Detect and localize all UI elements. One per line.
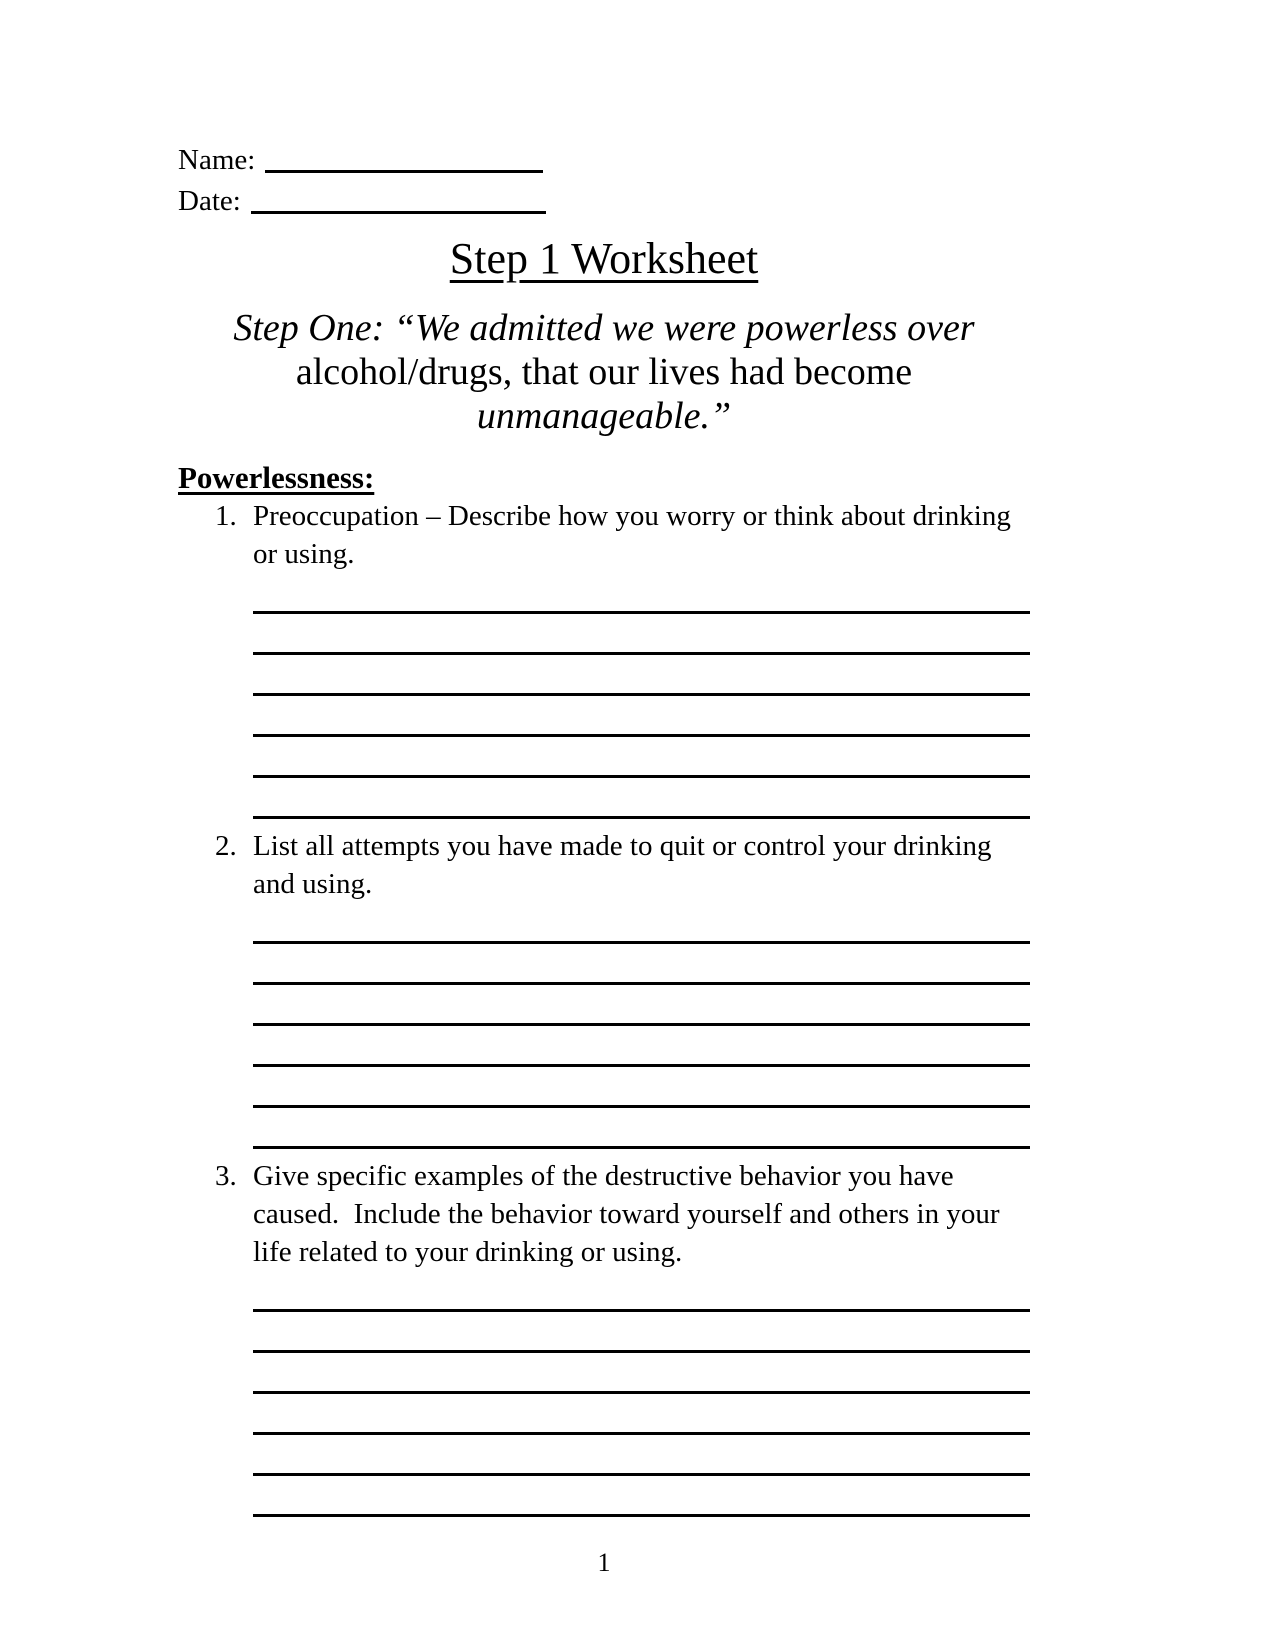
answer-line[interactable] bbox=[253, 655, 1030, 696]
step-one-quote-line-1: Step One: “We admitted we were powerless over bbox=[233, 307, 975, 349]
answer-line[interactable] bbox=[253, 1476, 1030, 1517]
question-1-answers bbox=[253, 573, 1030, 819]
question-1 bbox=[178, 497, 1030, 573]
answer-line[interactable] bbox=[253, 696, 1030, 737]
question-2-number: 2. bbox=[215, 830, 237, 862]
question-2-answers bbox=[253, 903, 1030, 1149]
answer-line[interactable] bbox=[253, 985, 1030, 1026]
answer-line[interactable] bbox=[253, 1067, 1030, 1108]
question-3-text: Give specific examples of the destructive behavior you have caused. Include the behavior toward yourself and others in your life related to your drinking or using. bbox=[253, 1160, 1007, 1268]
name-label: Name: bbox=[178, 144, 256, 176]
answer-line[interactable] bbox=[253, 944, 1030, 985]
question-3-answers bbox=[253, 1271, 1030, 1517]
answer-line[interactable] bbox=[253, 573, 1030, 614]
question-3 bbox=[178, 1157, 1030, 1271]
page-title: Step 1 Worksheet bbox=[449, 234, 759, 283]
question-3-number: 3. bbox=[215, 1160, 237, 1192]
answer-line[interactable] bbox=[253, 1108, 1030, 1149]
page-number: 1 bbox=[597, 1548, 611, 1577]
answer-line[interactable] bbox=[253, 1394, 1030, 1435]
answer-line[interactable] bbox=[253, 1435, 1030, 1476]
date-blank-field[interactable] bbox=[251, 191, 546, 214]
powerlessness-heading: Powerlessness: bbox=[178, 460, 375, 495]
answer-line[interactable] bbox=[253, 1312, 1030, 1353]
name-row bbox=[178, 140, 1030, 181]
name-blank-field[interactable] bbox=[265, 150, 543, 173]
question-1-number: 1. bbox=[215, 500, 237, 532]
answer-line[interactable] bbox=[253, 1271, 1030, 1312]
question-2-text: List all attempts you have made to quit or control your drinking and using. bbox=[253, 830, 999, 900]
question-2 bbox=[178, 827, 1030, 903]
answer-line[interactable] bbox=[253, 737, 1030, 778]
question-1-text: Preoccupation – Describe how you worry or think about drinking or using. bbox=[253, 500, 1019, 570]
date-row bbox=[178, 181, 1030, 222]
answer-line[interactable] bbox=[253, 903, 1030, 944]
answer-line[interactable] bbox=[253, 778, 1030, 819]
answer-line[interactable] bbox=[253, 614, 1030, 655]
step-one-quote bbox=[178, 306, 1030, 438]
answer-line[interactable] bbox=[253, 1026, 1030, 1067]
title-row bbox=[178, 232, 1030, 286]
answer-line[interactable] bbox=[253, 1353, 1030, 1394]
date-label: Date: bbox=[178, 185, 241, 217]
step-one-quote-line-2: alcohol/drugs, that our lives had become bbox=[295, 351, 913, 393]
step-one-quote-line-3: unmanageable.” bbox=[476, 395, 732, 437]
